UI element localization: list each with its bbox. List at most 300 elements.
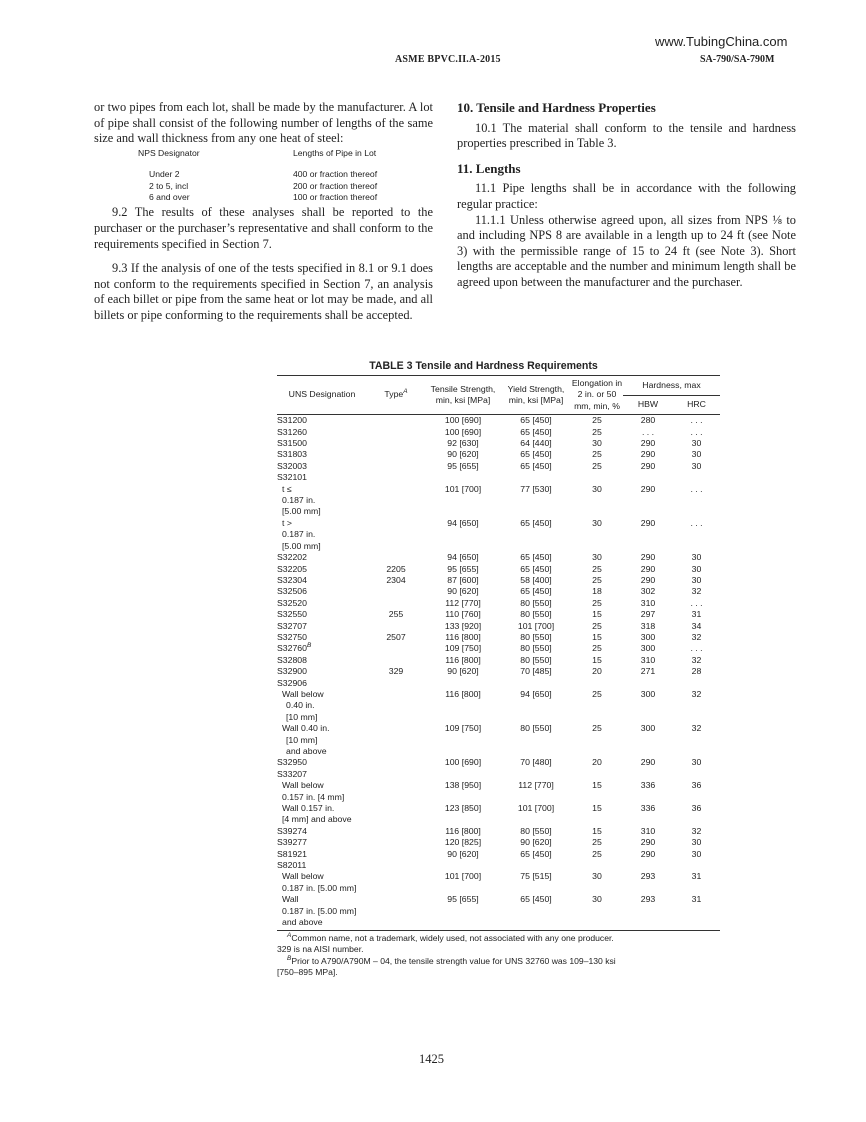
cell-uns-text: S32506	[277, 586, 307, 597]
cell-uns	[277, 655, 367, 666]
cell-type: 2205	[386, 563, 406, 574]
cell-hbw	[623, 814, 673, 825]
table-row	[277, 461, 720, 472]
cell-yield	[501, 712, 571, 723]
lot-lengths: 400 or fraction thereof	[293, 169, 378, 180]
cell-hrc: 32	[691, 586, 702, 597]
table-row	[277, 655, 720, 666]
table-row	[277, 700, 720, 711]
cell-hbw: 336	[640, 780, 656, 791]
running-header-spec: SA-790/SA-790M	[700, 54, 775, 65]
cell-uns-text: S32520	[277, 597, 307, 608]
cell-hrc: 31	[691, 871, 702, 882]
cell-elong	[571, 700, 623, 711]
cell-uns-text: S32900	[277, 666, 307, 677]
cell-uns	[277, 883, 367, 894]
cell-uns	[277, 586, 367, 597]
cell-yield: 65 [450]	[520, 415, 552, 426]
cell-elong	[571, 906, 623, 917]
cell-uns-text: Wall below	[282, 871, 324, 882]
cell-uns	[277, 438, 367, 449]
cell-yield: 80 [550]	[520, 631, 552, 642]
cell-uns	[277, 598, 367, 609]
cell-hbw	[623, 529, 673, 540]
cell-type	[367, 700, 425, 711]
cell-uns-text: and above	[282, 917, 323, 928]
table-row	[277, 871, 720, 882]
cell-type: 329	[388, 666, 404, 677]
cell-yield: 80 [550]	[520, 609, 552, 620]
cell-type	[367, 438, 425, 449]
cell-uns-text: [5.00 mm]	[282, 506, 321, 517]
table-row	[277, 849, 720, 860]
table-notes	[277, 933, 620, 979]
cell-hrc: 30	[691, 449, 702, 460]
cell-hbw	[623, 883, 673, 894]
cell-type	[367, 917, 425, 930]
paragraph-10-1: 10.1 The material shall conform to the tensile and hardness properties prescribed in Table 3.	[457, 120, 796, 151]
cell-uns-text: S39277	[277, 837, 307, 848]
table-row	[277, 723, 720, 734]
cell-tensile	[425, 792, 501, 803]
cell-yield: 90 [620]	[520, 837, 552, 848]
cell-yield: 65 [450]	[520, 449, 552, 460]
cell-uns	[277, 484, 367, 495]
cell-yield: 80 [550]	[520, 597, 552, 608]
cell-yield: 65 [450]	[520, 426, 552, 437]
cell-uns-text: S33207	[277, 768, 307, 779]
cell-type	[367, 826, 425, 837]
table-title: TABLE 3 Tensile and Hardness Requirements	[369, 360, 598, 372]
cell-elong: 15	[592, 825, 602, 836]
cell-elong	[571, 735, 623, 746]
cell-yield: 65 [450]	[520, 552, 552, 563]
cell-yield: 64 [440]	[520, 438, 552, 449]
cell-hrc: 36	[691, 780, 702, 791]
cell-hbw	[623, 792, 673, 803]
cell-uns	[277, 906, 367, 917]
cell-tensile: 100 [690]	[444, 426, 482, 437]
cell-tensile: 94 [650]	[447, 552, 479, 563]
table-3	[277, 360, 720, 979]
cell-hrc: . . .	[690, 643, 703, 654]
cell-type	[367, 712, 425, 723]
cell-hbw: 290	[640, 483, 656, 494]
cell-uns	[277, 643, 367, 654]
cell-tensile	[425, 735, 501, 746]
cell-uns	[277, 746, 367, 757]
table-row	[277, 598, 720, 609]
cell-uns	[277, 415, 367, 427]
cell-hbw: 290	[640, 460, 656, 471]
cell-type	[367, 780, 425, 791]
cell-type	[367, 427, 425, 438]
cell-tensile	[425, 769, 501, 780]
cell-elong: 15	[592, 654, 602, 665]
cell-hbw: 318	[640, 620, 656, 631]
cell-uns	[277, 689, 367, 700]
cell-elong: 25	[592, 837, 602, 848]
cell-uns	[277, 449, 367, 460]
cell-tensile: 92 [630]	[447, 438, 479, 449]
cell-tensile: 112 [770]	[445, 597, 481, 608]
right-column	[457, 100, 796, 291]
cell-tensile: 101 [700]	[444, 483, 482, 494]
cell-type	[367, 871, 425, 882]
cell-tensile: 90 [620]	[447, 848, 479, 859]
col-header-uns: UNS Designation	[277, 376, 367, 415]
cell-hbw	[623, 769, 673, 780]
cell-uns	[277, 769, 367, 780]
page-number: 1425	[419, 1052, 444, 1066]
cell-yield	[501, 700, 571, 711]
cell-hrc: . . .	[690, 415, 703, 426]
cell-type: 2507	[386, 631, 406, 642]
cell-tensile: 94 [650]	[447, 517, 479, 528]
cell-uns	[277, 871, 367, 882]
cell-uns	[277, 780, 367, 791]
table-row	[277, 564, 720, 575]
table-row	[277, 575, 720, 586]
lot-nps: 6 and over	[149, 192, 190, 202]
cell-type: 2304	[386, 574, 406, 585]
cell-elong: 25	[592, 848, 602, 859]
cell-tensile: 90 [620]	[447, 449, 479, 460]
cell-yield: 80 [550]	[520, 723, 552, 734]
lot-header-nps: NPS Designator	[138, 147, 200, 158]
cell-yield: 65 [450]	[520, 586, 552, 597]
cell-yield	[501, 917, 571, 930]
lot-row	[94, 181, 433, 192]
cell-elong: 25	[592, 460, 602, 471]
paragraph-lot-definition: or two pipes from each lot, shall be made by the manufacturer. A lot of pipe shall consist of the following number of lengths of the same size and wall thickness from any one heat of steel:	[94, 100, 433, 146]
cell-uns-text: S31500	[277, 438, 307, 449]
cell-yield	[501, 541, 571, 552]
cell-yield	[501, 529, 571, 540]
table-row	[277, 643, 720, 654]
cell-tensile	[425, 883, 501, 894]
cell-hrc	[673, 506, 720, 517]
cell-hbw: 280	[640, 415, 656, 426]
cell-elong: 15	[592, 609, 602, 620]
cell-tensile: 116 [800]	[445, 825, 481, 836]
cell-hrc: 36	[691, 803, 702, 814]
cell-elong	[571, 472, 623, 483]
cell-uns-text: S32304	[277, 574, 307, 585]
cell-hrc: 32	[691, 825, 702, 836]
cell-yield: 65 [450]	[520, 894, 552, 905]
footnote-marker-a: A	[403, 388, 408, 396]
table-row	[277, 803, 720, 814]
cell-uns-text: S32950	[277, 757, 307, 768]
cell-yield	[501, 769, 571, 780]
table-row	[277, 666, 720, 677]
table-row	[277, 632, 720, 643]
cell-elong	[571, 746, 623, 757]
cell-uns-text: Wall 0.157 in.	[282, 803, 335, 814]
cell-elong: 25	[592, 449, 602, 460]
col-header-hardness: Hardness, max	[623, 376, 720, 396]
cell-yield	[501, 746, 571, 757]
cell-tensile: 138 [950]	[444, 780, 482, 791]
cell-yield	[501, 506, 571, 517]
cell-type	[367, 655, 425, 666]
cell-uns	[277, 723, 367, 734]
cell-hbw: 290	[640, 449, 656, 460]
cell-yield	[501, 495, 571, 506]
cell-hrc: 30	[691, 552, 702, 563]
cell-hrc: 30	[691, 460, 702, 471]
cell-hrc: 31	[691, 894, 702, 905]
cell-hrc	[673, 472, 720, 483]
cell-uns	[277, 529, 367, 540]
cell-type	[367, 449, 425, 460]
cell-hrc: 30	[691, 438, 702, 449]
cell-uns-text: S31260	[277, 426, 307, 437]
cell-elong: 30	[592, 552, 602, 563]
cell-elong	[571, 792, 623, 803]
table-row	[277, 438, 720, 449]
table-row	[277, 906, 720, 917]
cell-uns-text: Wall	[282, 894, 299, 905]
cell-tensile: 95 [655]	[447, 460, 479, 471]
table-row	[277, 449, 720, 460]
cell-uns-text: S82011	[277, 860, 307, 871]
cell-yield: 80 [550]	[520, 654, 552, 665]
cell-hbw: 300	[640, 723, 656, 734]
lot-row	[94, 169, 433, 180]
cell-hbw: 290	[640, 438, 656, 449]
table-row	[277, 712, 720, 723]
cell-uns-text: Wall below	[282, 688, 324, 699]
cell-hbw: 290	[640, 574, 656, 585]
cell-tensile: 116 [800]	[445, 631, 481, 642]
cell-uns-text: S32101	[277, 472, 307, 483]
site-watermark-url: www.TubingChina.com	[655, 34, 788, 49]
cell-uns-text: [10 mm]	[286, 734, 318, 745]
cell-tensile: 100 [690]	[444, 757, 482, 768]
cell-yield	[501, 472, 571, 483]
cell-elong: 30	[592, 894, 602, 905]
cell-uns	[277, 495, 367, 506]
cell-hrc: 30	[691, 574, 702, 585]
cell-uns-text: S32906	[277, 677, 307, 688]
cell-elong: 25	[592, 688, 602, 699]
cell-type	[367, 678, 425, 689]
footnote-marker-b: B	[306, 642, 312, 650]
cell-elong: 18	[592, 586, 602, 597]
cell-uns	[277, 792, 367, 803]
table-row	[277, 894, 720, 905]
cell-tensile	[425, 906, 501, 917]
lot-lengths: 200 or fraction thereof	[293, 180, 378, 191]
cell-elong	[571, 678, 623, 689]
left-column	[94, 100, 433, 324]
cell-type	[367, 906, 425, 917]
cell-tensile	[425, 860, 501, 871]
cell-hbw	[623, 917, 673, 930]
cell-hbw	[623, 746, 673, 757]
cell-hrc	[673, 906, 720, 917]
cell-hbw: 310	[640, 597, 656, 608]
cell-hbw: 290	[640, 552, 656, 563]
cell-elong	[571, 860, 623, 871]
cell-hrc	[673, 700, 720, 711]
table-row	[277, 472, 720, 483]
cell-hbw	[623, 678, 673, 689]
cell-hrc: . . .	[690, 483, 703, 494]
cell-tensile: 95 [655]	[447, 894, 479, 905]
footnote-a-text: Common name, not a trademark, widely used, not associated with any one producer. 329 is na AISI number.	[277, 932, 614, 955]
cell-hrc	[673, 712, 720, 723]
cell-hbw	[623, 712, 673, 723]
cell-type: 255	[388, 609, 404, 620]
cell-hrc	[673, 541, 720, 552]
cell-type	[367, 803, 425, 814]
table-row	[277, 757, 720, 768]
cell-type	[367, 484, 425, 495]
cell-hbw: 271	[640, 666, 656, 677]
cell-type	[367, 689, 425, 700]
cell-uns	[277, 609, 367, 620]
cell-hrc	[673, 917, 720, 930]
cell-tensile	[425, 529, 501, 540]
cell-elong	[571, 917, 623, 930]
cell-hbw	[623, 541, 673, 552]
cell-hrc: 30	[691, 563, 702, 574]
tensile-hardness-table	[277, 375, 720, 931]
cell-elong: 30	[592, 438, 602, 449]
cell-hbw	[623, 506, 673, 517]
cell-hbw: 293	[640, 871, 656, 882]
table-row	[277, 860, 720, 871]
cell-type	[367, 837, 425, 848]
cell-yield: 101 [700]	[517, 620, 555, 631]
cell-hbw: 300	[640, 631, 656, 642]
footnote-b	[277, 956, 620, 979]
col-header-elongation: Elongation in 2 in. or 50 mm, min, %	[571, 376, 623, 415]
cell-uns	[277, 814, 367, 825]
col-header-type-text: Type	[384, 389, 404, 400]
cell-uns-text: S32550	[277, 609, 307, 620]
col-header-tensile: Tensile Strength, min, ksi [MPa]	[425, 376, 501, 415]
cell-hbw: 336	[640, 803, 656, 814]
cell-elong: 25	[592, 643, 602, 654]
cell-type	[367, 860, 425, 871]
cell-type	[367, 757, 425, 768]
lot-header-lengths: Lengths of Pipe in Lot	[293, 147, 377, 158]
cell-tensile: 116 [800]	[445, 688, 481, 699]
cell-uns	[277, 564, 367, 575]
cell-yield	[501, 735, 571, 746]
table-row	[277, 769, 720, 780]
cell-hrc: 32	[691, 654, 702, 665]
cell-tensile: 95 [655]	[447, 563, 479, 574]
col-header-hrc: HRC	[673, 395, 720, 415]
cell-uns-text: S32205	[277, 563, 307, 574]
cell-hrc	[673, 860, 720, 871]
cell-hrc	[673, 495, 720, 506]
cell-tensile	[425, 506, 501, 517]
paragraph-11-1: 11.1 Pipe lengths shall be in accordance with the following regular practice:	[457, 181, 796, 211]
cell-uns	[277, 826, 367, 837]
cell-yield: 70 [480]	[520, 757, 552, 768]
cell-tensile: 110 [760]	[445, 609, 481, 620]
col-header-type	[367, 376, 425, 415]
cell-uns-text: S39274	[277, 825, 307, 836]
paragraph-9-2: 9.2 The results of these analyses shall be reported to the purchaser or the purchaser’s representative and shall conform to the requirements specified in Section 7.	[94, 205, 433, 251]
cell-hrc: 30	[691, 757, 702, 768]
cell-uns-text: S31200	[277, 415, 307, 426]
cell-yield: 112 [770]	[518, 780, 554, 791]
cell-uns-text: 0.187 in. [5.00 mm]	[282, 882, 357, 893]
cell-uns-text: S32808	[277, 654, 307, 665]
cell-tensile	[425, 700, 501, 711]
cell-type	[367, 495, 425, 506]
cell-uns	[277, 712, 367, 723]
cell-uns-text: 0.187 in. [5.00 mm]	[282, 905, 357, 916]
cell-hbw: . . .	[641, 426, 655, 437]
cell-uns-text: [4 mm] and above	[282, 814, 352, 825]
cell-yield	[501, 906, 571, 917]
cell-type	[367, 415, 425, 427]
cell-type	[367, 472, 425, 483]
cell-uns-text: [10 mm]	[286, 711, 318, 722]
cell-type	[367, 723, 425, 734]
cell-hbw: 302	[640, 586, 656, 597]
cell-type	[367, 883, 425, 894]
cell-hbw: 300	[640, 688, 656, 699]
cell-hrc: 32	[691, 723, 702, 734]
table-row	[277, 415, 720, 427]
cell-tensile	[425, 678, 501, 689]
footnote-b-marker: B	[287, 954, 292, 962]
cell-elong	[571, 712, 623, 723]
cell-tensile: 109 [750]	[444, 643, 482, 654]
cell-elong: 25	[592, 415, 602, 426]
cell-uns	[277, 461, 367, 472]
cell-tensile	[425, 814, 501, 825]
cell-uns	[277, 837, 367, 848]
cell-uns-text: S32707	[277, 620, 307, 631]
cell-tensile	[425, 917, 501, 930]
cell-tensile: 90 [620]	[447, 586, 479, 597]
cell-elong	[571, 883, 623, 894]
cell-uns-text: S32760	[277, 643, 307, 654]
cell-uns	[277, 472, 367, 483]
table-row	[277, 780, 720, 791]
cell-tensile: 101 [700]	[444, 871, 482, 882]
cell-type	[367, 643, 425, 654]
cell-yield	[501, 792, 571, 803]
cell-uns-text: 0.187 in.	[282, 495, 316, 506]
cell-hbw	[623, 700, 673, 711]
cell-uns	[277, 678, 367, 689]
cell-hbw: 310	[640, 825, 656, 836]
cell-type	[367, 461, 425, 472]
cell-hrc	[673, 769, 720, 780]
cell-type	[367, 746, 425, 757]
table-row	[277, 917, 720, 930]
cell-tensile: 90 [620]	[447, 666, 479, 677]
cell-uns-text: Wall below	[282, 780, 324, 791]
footnote-a-marker: A	[287, 931, 292, 939]
cell-tensile: 109 [750]	[444, 723, 482, 734]
cell-uns-text: [5.00 mm]	[282, 540, 321, 551]
lot-row	[94, 192, 433, 203]
cell-yield: 80 [550]	[520, 643, 552, 654]
table-row	[277, 735, 720, 746]
